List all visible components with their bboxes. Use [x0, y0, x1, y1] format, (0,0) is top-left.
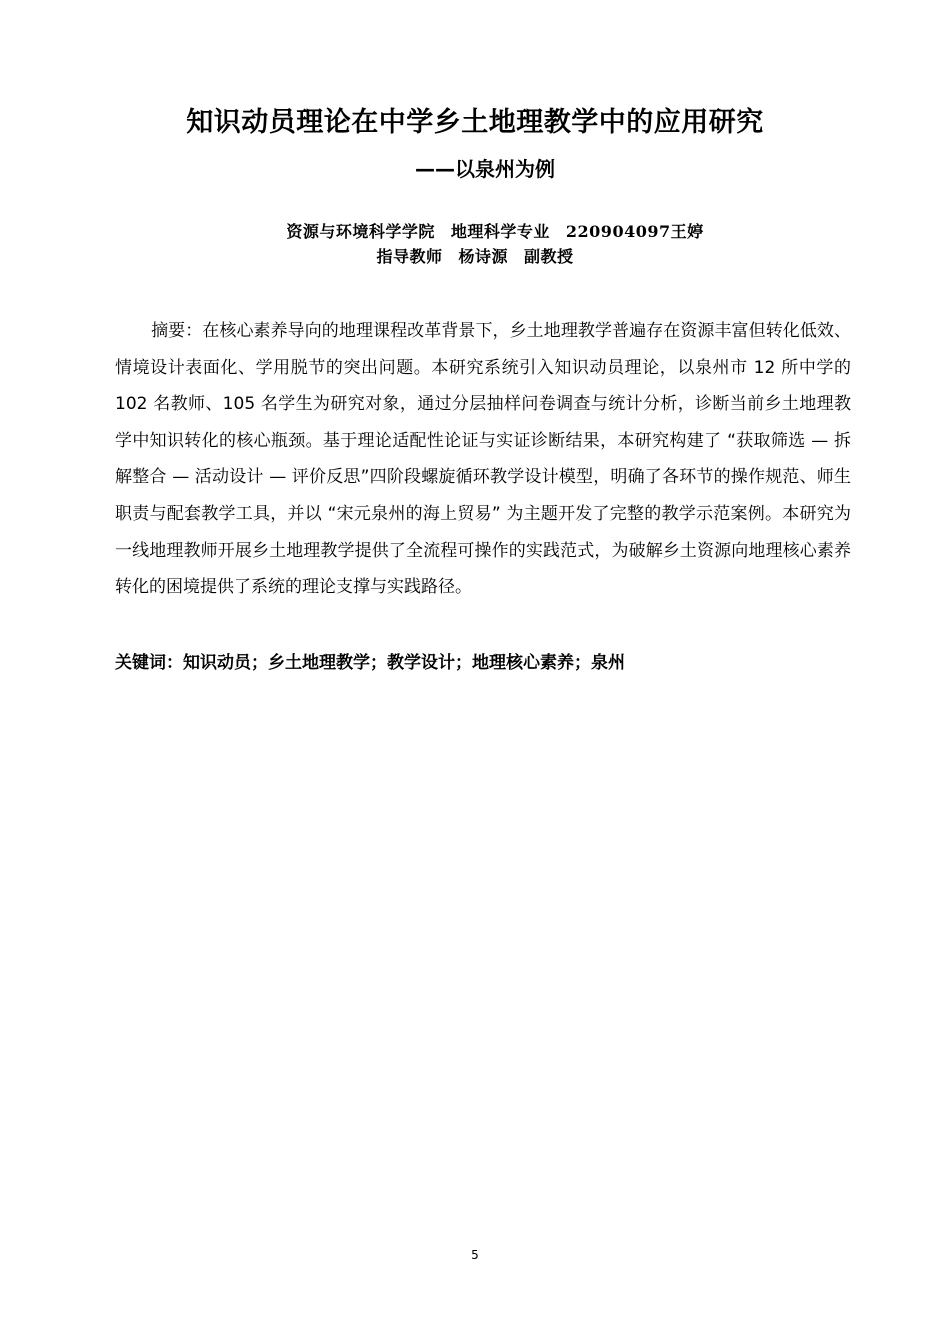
advisor-name: 杨诗源 — [458, 247, 508, 266]
paper-subtitle: ——以泉州为例 — [415, 157, 555, 181]
abstract-text: 摘要：在核心素养导向的地理课程改革背景下，乡土地理教学普遍存在资源丰富但转化低效、情境设计表面化、学用脱节的突出问题。本研究系统引入知识动员理论，以泉州市 12 所中学的 102 名教师、105 名学生为研究对象，通过分层抽样问卷调查与统计分析，诊断当前乡土地理教学中知识转化的核心瓶颈。基于理论适配性论证与实证诊断结果，本研究构建了 “获取筛选 — 拆解整合 — 活动设计 — 评价反思”四阶段螺旋循环教学设计模型，明确了各环节的操作规范、师生职责与配套教学工具，并以 “宋元泉州的海上贸易” 为主题开发了完整的教学示范案例。本研究为一线地理教师开展乡土地理教学提供了全流程可操作的实践范式，为破解乡土资源向地理核心素养转化的困境提供了系统的理论支撑与实践路径。 — [115, 321, 851, 598]
advisor-line — [0, 244, 950, 267]
author-student-id: 220904097 — [565, 222, 671, 241]
advisor-label: 指导教师 — [376, 247, 443, 266]
author-major: 地理科学专业 — [450, 222, 550, 241]
author-school: 资源与环境科学学院 — [286, 222, 435, 241]
abstract-paragraph — [115, 313, 851, 606]
advisor-title: 副教授 — [524, 247, 574, 266]
author-affiliation-line — [0, 219, 950, 242]
paper-title: 知识动员理论在中学乡土地理教学中的应用研究 — [186, 107, 764, 138]
page-number: 5 — [471, 1248, 479, 1262]
keywords-line: 关键词：知识动员；乡土地理教学；教学设计；地理核心素养；泉州 — [115, 653, 625, 673]
author-name: 王婷 — [670, 222, 704, 241]
